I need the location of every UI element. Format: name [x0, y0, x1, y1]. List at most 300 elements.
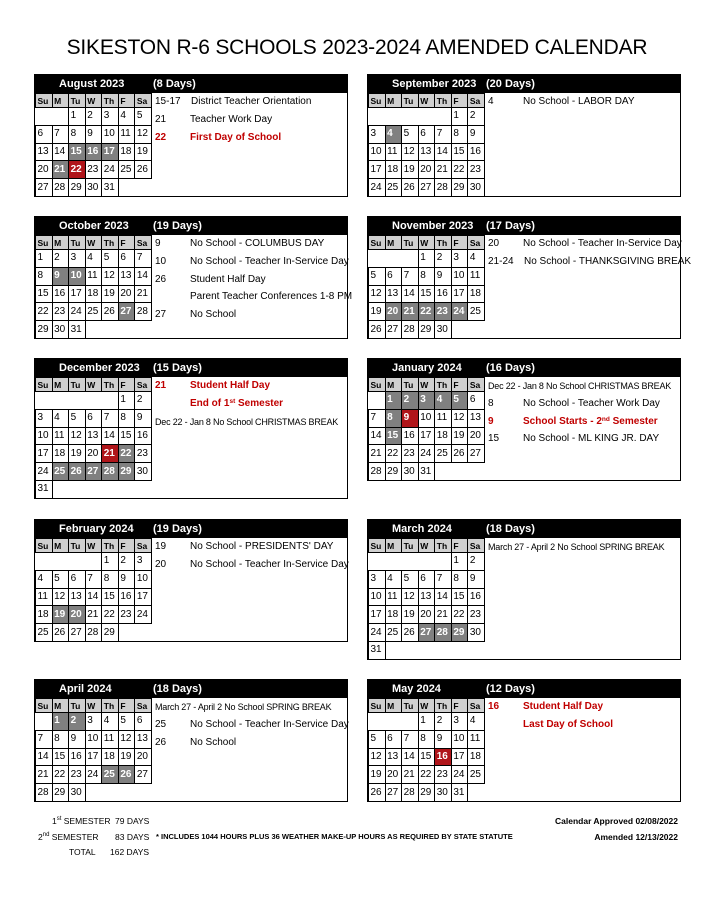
weekday-header: W: [85, 539, 102, 553]
month-header: [35, 359, 347, 377]
weekday-header: Su: [369, 539, 386, 553]
day-cell: 2: [435, 250, 452, 268]
day-cell: 21: [135, 285, 152, 303]
empty-day: [468, 784, 485, 802]
weekday-header: W: [85, 94, 102, 108]
day-cell: 3: [102, 108, 119, 126]
day-cell: 18: [85, 285, 102, 303]
event-date: 21: [155, 113, 167, 125]
day-cell: 1: [385, 392, 402, 410]
event-text: No School - Teacher In-Service Day: [190, 255, 349, 267]
month-header: [368, 359, 680, 377]
event-line: [488, 238, 682, 250]
empty-day: [402, 250, 419, 268]
empty-day: [135, 480, 152, 498]
day-cell: 15: [418, 285, 435, 303]
day-cell: 9: [468, 125, 485, 143]
month-grid: [368, 235, 485, 339]
event-text: Teacher Work Day: [190, 113, 273, 125]
day-cell: 26: [118, 766, 135, 784]
weekday-header: Tu: [402, 699, 419, 713]
month-feb: [34, 519, 348, 642]
event-line: [155, 718, 349, 731]
empty-day: [52, 108, 69, 126]
empty-day: [451, 321, 468, 339]
event-text: March 27 - April 2 No School SPRING BREAK: [155, 702, 332, 712]
empty-day: [36, 713, 53, 731]
day-cell: 19: [102, 285, 119, 303]
day-cell: 22: [118, 445, 135, 463]
day-cell: 9: [69, 730, 86, 748]
day-cell: 22: [385, 445, 402, 463]
weekday-header: M: [52, 699, 69, 713]
day-cell: 3: [369, 570, 386, 588]
day-cell: 13: [418, 143, 435, 161]
month-name: November 2023: [392, 220, 474, 232]
day-cell: 11: [85, 267, 102, 285]
day-cell: 22: [451, 161, 468, 179]
month-grid: [368, 538, 485, 660]
empty-day: [435, 463, 452, 481]
day-cell: 30: [468, 179, 485, 197]
weekday-header: Tu: [402, 378, 419, 392]
day-cell: 27: [418, 624, 435, 642]
month-header: [35, 680, 347, 698]
approved-date: Calendar Approved 02/08/2022: [555, 816, 678, 826]
weekday-header: Su: [369, 236, 386, 250]
day-cell: 8: [418, 730, 435, 748]
day-cell: 21: [402, 766, 419, 784]
day-cell: 25: [85, 303, 102, 321]
weekday-header: M: [52, 539, 69, 553]
month-day-count: (12 Days): [486, 683, 535, 695]
event-line: [488, 415, 658, 428]
day-cell: 16: [118, 588, 135, 606]
weekday-header: Tu: [402, 236, 419, 250]
day-cell: 6: [135, 713, 152, 731]
day-cell: 18: [52, 445, 69, 463]
event-date: 21: [155, 380, 167, 391]
event-line: [155, 131, 282, 144]
day-cell: 5: [369, 730, 386, 748]
day-cell: 17: [102, 143, 119, 161]
day-cell: 29: [102, 624, 119, 642]
day-cell: 1: [451, 553, 468, 571]
month-name: September 2023: [392, 78, 477, 90]
day-cell: 15: [418, 748, 435, 766]
day-cell: 3: [451, 713, 468, 731]
day-cell: 21: [369, 445, 386, 463]
empty-day: [102, 321, 119, 339]
month-name: February 2024: [59, 523, 134, 535]
day-cell: 22: [52, 766, 69, 784]
day-cell: 23: [468, 161, 485, 179]
weekday-header: F: [451, 539, 468, 553]
day-cell: 10: [36, 427, 53, 445]
day-cell: 3: [85, 713, 102, 731]
weekday-header: Th: [102, 378, 119, 392]
weekday-header: Su: [36, 378, 53, 392]
day-cell: 11: [36, 588, 53, 606]
day-cell: 10: [369, 588, 386, 606]
day-cell: 10: [451, 267, 468, 285]
day-cell: 16: [468, 588, 485, 606]
event-date: 15: [488, 433, 500, 445]
amended-date: Amended 12/13/2022: [594, 832, 678, 842]
day-cell: 4: [385, 570, 402, 588]
day-cell: 17: [69, 285, 86, 303]
weekday-header: Sa: [468, 236, 485, 250]
event-date: 8: [488, 397, 494, 409]
day-cell: 21: [435, 161, 452, 179]
semester-2-days: 83 DAYS: [115, 832, 150, 842]
weekday-header: F: [118, 539, 135, 553]
day-cell: 5: [69, 409, 86, 427]
day-cell: 6: [69, 570, 86, 588]
day-cell: 6: [418, 125, 435, 143]
day-cell: 14: [135, 267, 152, 285]
day-cell: 23: [118, 606, 135, 624]
event-text: No School - Teacher In-Service Day: [190, 558, 349, 570]
event-date: 20: [488, 238, 500, 249]
day-cell: 14: [435, 588, 452, 606]
empty-day: [451, 463, 468, 481]
day-cell: 25: [468, 303, 485, 321]
empty-day: [468, 641, 485, 659]
weekday-header: W: [418, 699, 435, 713]
empty-day: [468, 321, 485, 339]
month-day-count: (18 Days): [153, 683, 202, 695]
weekday-header: W: [418, 378, 435, 392]
day-cell: 2: [52, 250, 69, 268]
day-cell: 13: [385, 285, 402, 303]
weekday-header: F: [118, 699, 135, 713]
day-cell: 24: [418, 445, 435, 463]
day-cell: 20: [69, 606, 86, 624]
event-date: 9: [155, 238, 161, 249]
day-cell: 26: [69, 463, 86, 481]
day-cell: 10: [451, 730, 468, 748]
day-cell: 25: [102, 766, 119, 784]
weekday-header: Sa: [468, 699, 485, 713]
month-day-count: (16 Days): [486, 362, 535, 374]
day-cell: 5: [135, 108, 152, 126]
month-header: [35, 75, 347, 93]
day-cell: 19: [52, 606, 69, 624]
day-cell: 14: [369, 427, 386, 445]
day-cell: 22: [36, 303, 53, 321]
empty-day: [52, 392, 69, 410]
day-cell: 17: [451, 748, 468, 766]
empty-day: [385, 250, 402, 268]
empty-day: [85, 480, 102, 498]
day-cell: 11: [118, 125, 135, 143]
weekday-header: Tu: [69, 94, 86, 108]
day-cell: 23: [85, 161, 102, 179]
day-cell: 12: [369, 748, 386, 766]
month-day-count: (8 Days): [153, 78, 196, 90]
weekday-header: Tu: [69, 699, 86, 713]
weekday-header: F: [118, 94, 135, 108]
day-cell: 13: [118, 267, 135, 285]
day-cell: 10: [102, 125, 119, 143]
day-cell: 15: [102, 588, 119, 606]
day-cell: 21: [435, 606, 452, 624]
weekday-header: W: [418, 539, 435, 553]
day-cell: 19: [451, 427, 468, 445]
day-cell: 30: [435, 321, 452, 339]
event-date: 25: [155, 718, 167, 730]
weekday-header: Sa: [135, 378, 152, 392]
weekday-header: Th: [435, 539, 452, 553]
day-cell: 30: [52, 321, 69, 339]
day-cell: 21: [52, 161, 69, 179]
weekday-header: Su: [36, 699, 53, 713]
day-cell: 10: [418, 409, 435, 427]
day-cell: 13: [418, 588, 435, 606]
month-grid: [35, 698, 152, 802]
empty-day: [118, 624, 135, 642]
event-line: [155, 736, 237, 749]
empty-day: [418, 553, 435, 571]
event-text: No School: [190, 736, 237, 748]
day-cell: 27: [85, 463, 102, 481]
day-cell: 19: [402, 161, 419, 179]
day-cell: 6: [36, 125, 53, 143]
event-date: 19: [155, 541, 167, 552]
month-jan: [367, 358, 681, 481]
day-cell: 16: [402, 427, 419, 445]
event-text: Student Half Day: [190, 273, 266, 285]
weekday-header: Th: [102, 94, 119, 108]
day-cell: 16: [52, 285, 69, 303]
day-cell: 24: [36, 463, 53, 481]
day-cell: 9: [118, 570, 135, 588]
day-cell: 25: [118, 161, 135, 179]
day-cell: 31: [36, 480, 53, 498]
event-line: [488, 701, 604, 713]
day-cell: 29: [385, 463, 402, 481]
day-cell: 9: [85, 125, 102, 143]
day-cell: 17: [135, 588, 152, 606]
event-text: First Day of School: [190, 131, 282, 143]
month-day-count: (19 Days): [153, 220, 202, 232]
day-cell: 25: [468, 766, 485, 784]
day-cell: 3: [369, 125, 386, 143]
day-cell: 29: [451, 179, 468, 197]
weekday-header: W: [85, 699, 102, 713]
day-cell: 2: [402, 392, 419, 410]
weekday-header: W: [418, 94, 435, 108]
event-text: End of 1st Semester: [190, 397, 284, 409]
weekday-header: Su: [369, 699, 386, 713]
empty-day: [69, 392, 86, 410]
day-cell: 22: [451, 606, 468, 624]
day-cell: 26: [52, 624, 69, 642]
weekday-header: Sa: [135, 699, 152, 713]
weekday-header: W: [85, 236, 102, 250]
day-cell: 19: [135, 143, 152, 161]
day-cell: 15: [451, 143, 468, 161]
day-cell: 20: [36, 161, 53, 179]
day-cell: 16: [69, 748, 86, 766]
day-cell: 17: [451, 285, 468, 303]
day-cell: 20: [385, 766, 402, 784]
day-cell: 16: [435, 285, 452, 303]
event-text: No School - ML KING JR. DAY: [523, 433, 660, 445]
day-cell: 19: [369, 766, 386, 784]
day-cell: 12: [402, 588, 419, 606]
day-cell: 2: [118, 553, 135, 571]
day-cell: 18: [468, 285, 485, 303]
day-cell: 5: [451, 392, 468, 410]
day-cell: 11: [435, 409, 452, 427]
day-cell: 7: [435, 125, 452, 143]
day-cell: 30: [69, 784, 86, 802]
day-cell: 14: [402, 285, 419, 303]
month-apr: [34, 679, 348, 802]
day-cell: 28: [369, 463, 386, 481]
day-cell: 27: [118, 303, 135, 321]
event-line: [155, 113, 273, 126]
day-cell: 22: [69, 161, 86, 179]
day-cell: 31: [69, 321, 86, 339]
day-cell: 15: [52, 748, 69, 766]
weekday-header: W: [418, 236, 435, 250]
day-cell: 2: [468, 553, 485, 571]
event-date: 22: [155, 131, 167, 143]
day-cell: 2: [468, 108, 485, 126]
empty-day: [102, 784, 119, 802]
day-cell: 15: [36, 285, 53, 303]
day-cell: 4: [85, 250, 102, 268]
day-cell: 11: [385, 588, 402, 606]
weekday-header: Sa: [135, 236, 152, 250]
day-cell: 1: [102, 553, 119, 571]
day-cell: 1: [52, 713, 69, 731]
day-cell: 20: [385, 303, 402, 321]
empty-day: [118, 784, 135, 802]
day-cell: 1: [451, 108, 468, 126]
day-cell: 9: [468, 570, 485, 588]
weekday-header: F: [118, 378, 135, 392]
weekday-header: Tu: [69, 378, 86, 392]
day-cell: 4: [102, 713, 119, 731]
empty-day: [85, 392, 102, 410]
day-cell: 23: [135, 445, 152, 463]
empty-day: [85, 784, 102, 802]
weekday-header: Su: [36, 236, 53, 250]
weekday-header: Tu: [69, 236, 86, 250]
day-cell: 18: [102, 748, 119, 766]
day-cell: 26: [402, 624, 419, 642]
month-grid: [35, 93, 152, 197]
weekday-header: Th: [435, 378, 452, 392]
day-cell: 11: [468, 730, 485, 748]
day-cell: 8: [102, 570, 119, 588]
weekday-header: Th: [435, 94, 452, 108]
day-cell: 26: [102, 303, 119, 321]
day-cell: 9: [435, 730, 452, 748]
month-name: April 2024: [59, 683, 112, 695]
empty-day: [69, 553, 86, 571]
day-cell: 6: [468, 392, 485, 410]
empty-day: [118, 321, 135, 339]
day-cell: 2: [435, 713, 452, 731]
day-cell: 4: [468, 250, 485, 268]
event-text: No School - THANKSGIVING BREAK: [524, 255, 692, 267]
day-cell: 23: [435, 766, 452, 784]
day-cell: 8: [69, 125, 86, 143]
event-date: 9: [488, 415, 494, 427]
event-text: Parent Teacher Conferences 1-8 PM: [190, 291, 353, 303]
event-line: [155, 273, 266, 286]
weekday-header: Su: [36, 94, 53, 108]
month-day-count: (15 Days): [153, 362, 202, 374]
day-cell: 28: [85, 624, 102, 642]
day-cell: 19: [402, 606, 419, 624]
event-text: No School - Teacher In-Service Day: [523, 238, 682, 249]
day-cell: 22: [418, 766, 435, 784]
empty-day: [118, 179, 135, 197]
month-grid: [368, 93, 485, 197]
day-cell: 27: [36, 179, 53, 197]
empty-day: [385, 641, 402, 659]
day-cell: 4: [385, 125, 402, 143]
day-cell: 12: [451, 409, 468, 427]
event-text: Dec 22 - Jan 8 No School CHRISTMAS BREAK: [155, 416, 339, 427]
day-cell: 20: [135, 748, 152, 766]
event-date: 21-24: [488, 255, 514, 267]
event-line: [155, 541, 334, 553]
day-cell: 14: [102, 427, 119, 445]
day-cell: 6: [385, 267, 402, 285]
month-aug: [34, 74, 348, 197]
hours-note: * INCLUDES 1044 HOURS PLUS 36 WEATHER MAKE-UP HOURS AS REQUIRED BY STATE STATUTE: [156, 832, 513, 841]
day-cell: 16: [135, 427, 152, 445]
day-cell: 18: [118, 143, 135, 161]
weekday-header: F: [451, 236, 468, 250]
day-cell: 22: [102, 606, 119, 624]
event-date: 26: [155, 273, 167, 285]
day-cell: 12: [402, 143, 419, 161]
day-cell: 20: [418, 161, 435, 179]
day-cell: 7: [435, 570, 452, 588]
day-cell: 5: [402, 570, 419, 588]
day-cell: 14: [52, 143, 69, 161]
weekday-header: F: [118, 236, 135, 250]
empty-day: [369, 713, 386, 731]
day-cell: 1: [69, 108, 86, 126]
day-cell: 13: [385, 748, 402, 766]
day-cell: 17: [85, 748, 102, 766]
month-header: [35, 217, 347, 235]
event-text: School Starts - 2nd Semester: [523, 415, 658, 427]
empty-day: [402, 713, 419, 731]
day-cell: 14: [85, 588, 102, 606]
day-cell: 25: [385, 179, 402, 197]
day-cell: 2: [85, 108, 102, 126]
weekday-header: F: [451, 378, 468, 392]
day-cell: 31: [451, 784, 468, 802]
event-text: No School - Teacher Work Day: [523, 397, 660, 409]
month-header: [368, 217, 680, 235]
event-line: [155, 558, 349, 571]
day-cell: 26: [369, 321, 386, 339]
day-cell: 7: [402, 730, 419, 748]
day-cell: 29: [52, 784, 69, 802]
weekday-header: M: [52, 94, 69, 108]
